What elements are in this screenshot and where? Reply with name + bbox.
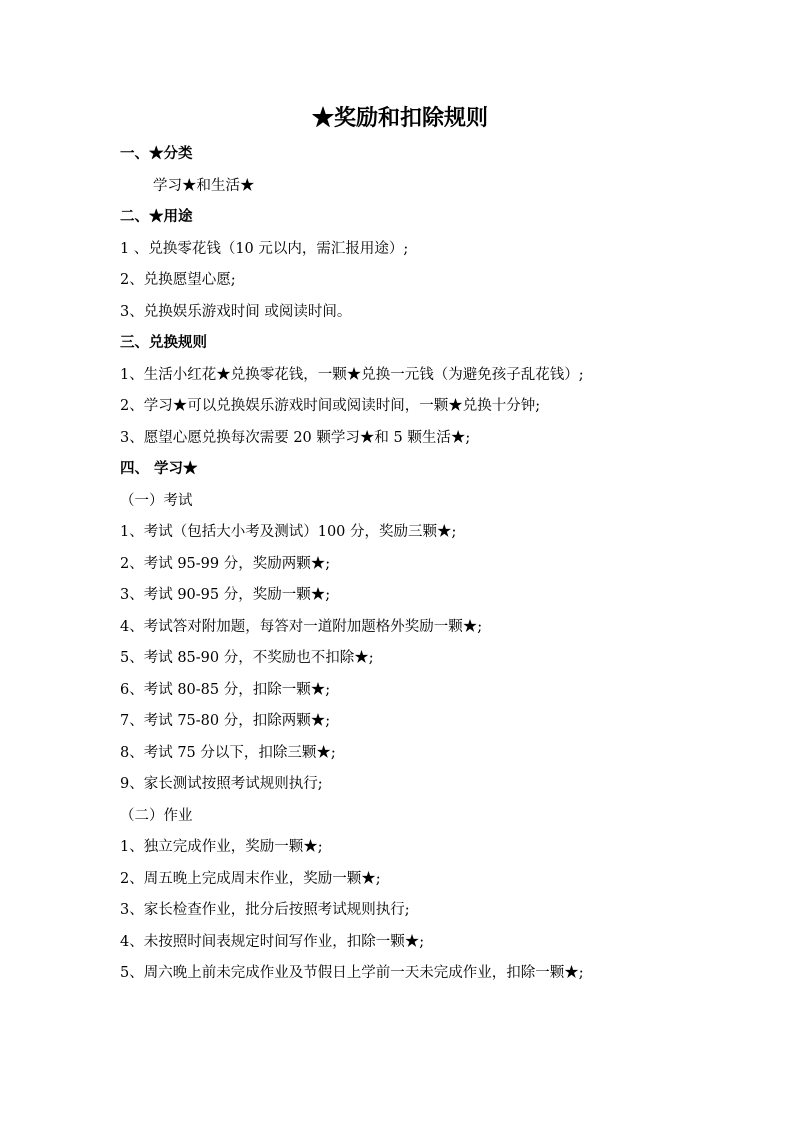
homework-rule-3: 3、家长检查作业，批分后按照考试规则执行; — [120, 902, 410, 918]
subsection-heading-homework: （二）作业 — [120, 808, 193, 824]
exam-rule-3: 3、考试 90-95 分，奖励一颗★; — [120, 587, 331, 603]
exchange-rule-1: 1、生活小红花★兑换零花钱，一颗★兑换一元钱（为避免孩子乱花钱）; — [120, 367, 584, 383]
exam-rule-9: 9、家长测试按照考试规则执行; — [120, 776, 323, 792]
exchange-rule-2: 2、学习★可以兑换娱乐游戏时间或阅读时间，一颗★兑换十分钟; — [120, 398, 541, 414]
exam-rule-5: 5、考试 85-90 分，不奖励也不扣除★; — [120, 650, 374, 666]
section-heading-exchange-rules: 三、兑换规则 — [120, 334, 207, 351]
homework-rule-5: 5、周六晚上前未完成作业及节假日上学前一天未完成作业，扣除一颗★; — [120, 965, 584, 981]
exam-rule-8: 8、考试 75 分以下，扣除三颗★; — [120, 745, 336, 761]
exam-rule-1: 1、考试（包括大小考及测试）100 分，奖励三颗★; — [120, 524, 457, 540]
homework-rule-1: 1、独立完成作业，奖励一颗★; — [120, 839, 323, 855]
usage-item-1: 1 、兑换零花钱（10 元以内，需汇报用途）; — [120, 241, 409, 257]
subsection-heading-exam: （一）考试 — [120, 493, 193, 509]
category-detail: 学习★和生活★ — [153, 178, 255, 194]
section-heading-usage: 二、★用途 — [120, 208, 193, 225]
exam-rule-6: 6、考试 80-85 分，扣除一颗★; — [120, 682, 331, 698]
exchange-rule-3: 3、愿望心愿兑换每次需要 20 颗学习★和 5 颗生活★; — [120, 430, 471, 446]
usage-item-3: 3、兑换娱乐游戏时间 或阅读时间。 — [120, 304, 352, 320]
exam-rule-2: 2、考试 95-99 分，奖励两颗★; — [120, 556, 331, 572]
homework-rule-4: 4、未按照时间表规定时间写作业，扣除一颗★; — [120, 934, 425, 950]
exam-rule-7: 7、考试 75-80 分，扣除两颗★; — [120, 713, 331, 729]
homework-rule-2: 2、周五晚上完成周末作业，奖励一颗★; — [120, 871, 381, 887]
exam-rule-4: 4、考试答对附加题，每答对一道附加题格外奖励一颗★; — [120, 619, 483, 635]
usage-item-2: 2、兑换愿望心愿; — [120, 272, 236, 288]
document-title: ★奖励和扣除规则 — [311, 105, 488, 131]
section-heading-category: 一、★分类 — [120, 145, 193, 162]
section-heading-study: 四、 学习★ — [120, 460, 198, 477]
